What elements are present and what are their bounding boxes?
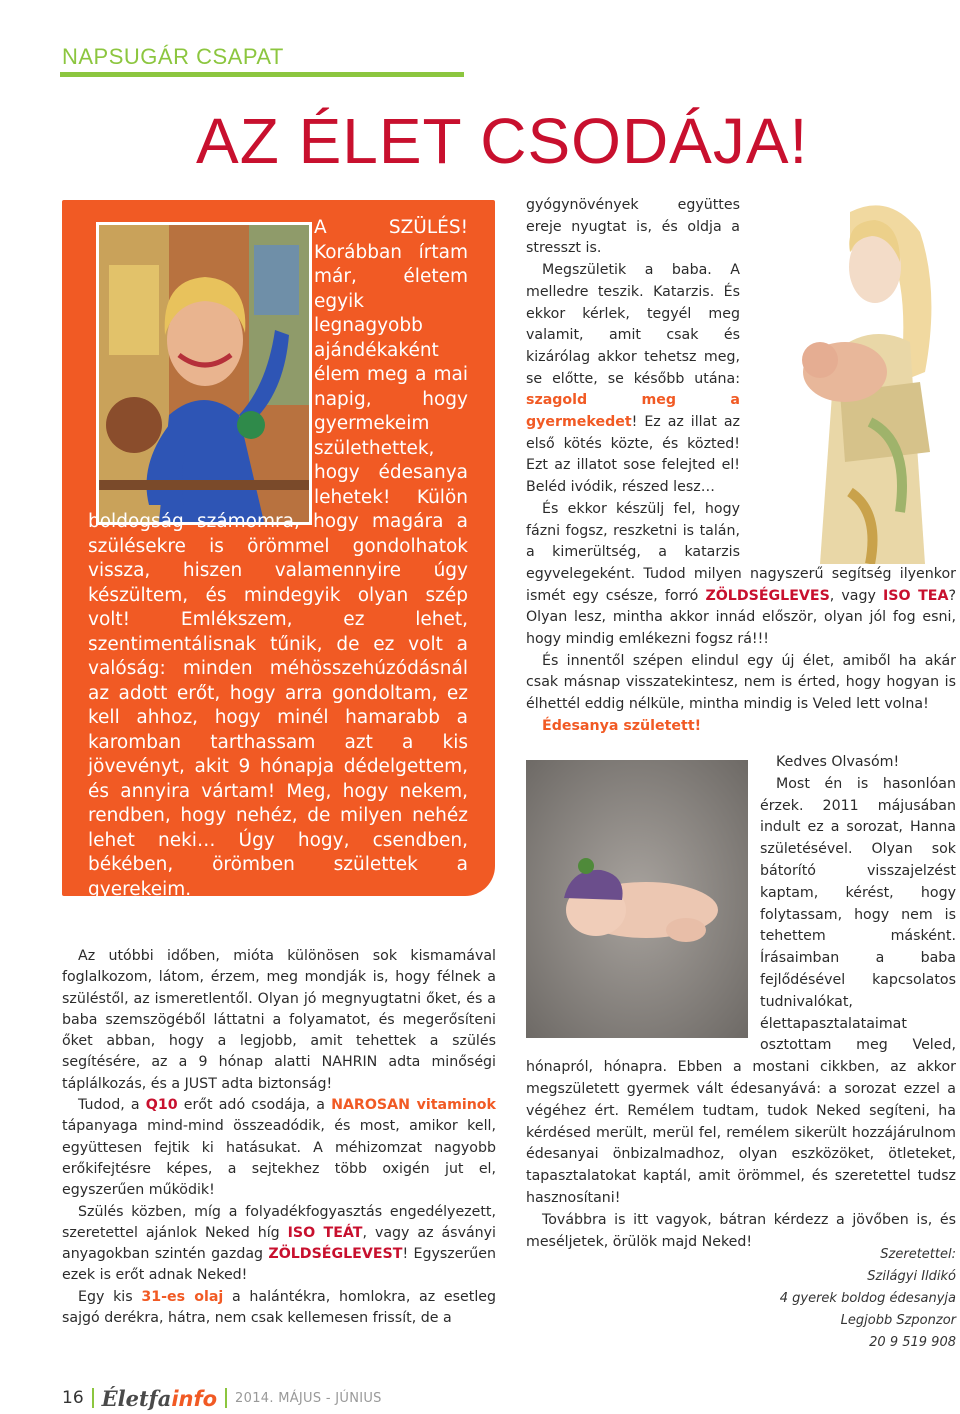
signature-line-1: Szeretettel:: [880, 1247, 956, 1262]
iso-tea-highlight-2: ISO TEA: [883, 587, 949, 604]
signature-line-4: Legjobb Szponzor: [840, 1313, 956, 1328]
zoldsegleves-highlight: ZÖLDSÉGLEVES: [705, 587, 830, 604]
signature-block: [780, 1244, 956, 1354]
letter-greeting: Kedves Olvasóm!: [776, 754, 900, 770]
right-column-letter: [526, 752, 956, 1253]
left-column: [62, 946, 496, 1329]
intro-text: [88, 216, 468, 902]
page-number: 16: [62, 1388, 84, 1408]
intro-paragraph: A SZÜLÉS! Korábban írtam már, életem egyik legnagyobb ajándékaként élem meg a mai napig, hogy gyermekeim születhettek, hogy édesanya lehetek! Külön boldogság számomra, hogy magára a szülésekre is örömmel gondolhatok vissza, hiszen valamennyire úgy készültem, és mindegyik olyan szép volt! Emlékszem, ez lehet, szentimentálisnak tűnik, de ez volt a valóság: minden méhösszehúzódásnál az adott erőt, hogy arra gondoltam, ez kell ahhoz, hogy minél hamarabb a karomban tarthassam azt a kis jövevényt, akit 9 hónapja dédelgettem, és annyira vártam! Meg, hogy nekem, rendben, hogy nehéz, de milyen nehéz lehet neki… Úgy hogy, csendben, békében, örömben születtek a gyerekeim.: [88, 217, 468, 900]
signature-name: Szilágyi Ildikó: [867, 1269, 956, 1284]
issue-date: 2014. MÁJUS - JÚNIUS: [235, 1390, 382, 1406]
right-paragraph-3: És ekkor készülj fel, hogy fázni fogsz, reszketni is talán, a kimerültség, a katarzis egyvelegeként. Tudod milyen nagyszerű segítség ilyenkor ismét egy csésze, forró ZÖLDSÉGLEVES, vagy ISO TEA? Olyan lesz, mintha akkor innád először, olyan jól fog esni, hogy mindig emlékezni fogsz rá!!!: [526, 500, 956, 648]
zoldseg-highlight: ZÖLDSÉGLEVEST: [268, 1246, 403, 1263]
left-paragraph-4: Egy kis 31-es olaj a halántékra, homlokra, az esetleg sajgó derékra, hátra, nem csak kellemesen frissít, de a: [62, 1288, 497, 1327]
q10-highlight: Q10: [145, 1097, 178, 1114]
olaj-highlight: 31-es olaj: [141, 1288, 224, 1305]
page-footer: [62, 1386, 382, 1410]
narosan-highlight: NAROSAN vitaminok: [331, 1097, 496, 1114]
footer-divider: [92, 1388, 94, 1408]
section-label: NAPSUGÁR CSAPAT: [62, 44, 284, 69]
right-paragraph-5: Édesanya született!: [542, 717, 702, 734]
magazine-logo: Életfainfo: [101, 1385, 218, 1411]
right-paragraph-1: gyógynövények együttes ereje nyugtat is, és oldja a stresszt is.: [526, 197, 740, 257]
iso-tea-highlight: ISO TEÁT: [287, 1224, 363, 1241]
letter-paragraph-1: Most én is hasonlóan érzek. 2011 májusában indult ez a sorozat, Hanna születésével. Olyan sok bátorító visszajelzést kaptam, kérést, hogy folytassam, hogy nem is tehettem másként. Írásaimban a baba fejlődésével kapcsolatos tudnivalókat, élettapasztalataimat osztottam meg Veled, hónapról, hónapra. Ebben a mostani cikkben, az akkor megszületett gyermek vált édesanyává: a sorozat ezzel a végéhez ért. Remélem tudtam, tudok Neked segíteni, ha kérdésed merült, merül fel, remélem sikerült hozzájárulnom édesanyai önbizalmadhoz, olyan eszközöket, ötleteket, tapasztalatokat kaptál, amit örömmel, és szeretettel tudsz hasznosítani!: [526, 775, 956, 1206]
left-paragraph-2: Tudod, a Q10 erőt adó csodája, a NAROSAN vitaminok tápanyaga mind-mind összeadódik, és most, amikor kell, együttesen fejtik ki hatásukat. A méhizomzat nagyobb erőkifejtésre képes, a sejtekhez több oxigén jut el, egyszerűen működik!: [62, 1097, 496, 1199]
left-paragraph-3: Szülés közben, míg a folyadékfogyasztás engedélyezett, szeretettel ajánlok Neked híg ISO TEÁT, vagy az ásványi anyagokban szintén gazdag ZÖLDSÉGLEVEST! Egyszerűen ezek is erőt adnak Neked!: [62, 1203, 496, 1284]
section-rule: [60, 72, 464, 77]
footer-divider-2: [225, 1388, 227, 1408]
right-paragraph-2: Megszületik a baba. A melledre teszik. Katarzis. És ekkor kérlek, tegyél meg valamit, amit csak és kizárólag akkor tehetsz meg, se előtte, se később utána: szagold meg a gyermekedet! Ez az illat az első kötés közte, és közted! Ezt az illatot sose felejted el! Beléd ivódik, részed lesz…: [526, 262, 740, 496]
signature-phone: 20 9 519 908: [869, 1335, 956, 1350]
szagold-highlight: szagold meg a gyermekedet: [526, 392, 740, 431]
letter-paragraph-2: Továbbra is itt vagyok, bátran kérdezz a jövőben is, és meséljetek, örülök majd Neked!: [526, 1211, 956, 1250]
right-column: [526, 195, 956, 738]
article-title: AZ ÉLET CSODÁJA!: [196, 105, 809, 177]
left-paragraph-1: Az utóbbi időben, mióta különösen sok kismamával foglalkozom, látom, érzem, meg mondják is, hogy félnek a szüléstől, az ismeretlentől. Olyan jó megnyugtatni őket, és a baba szemszögéből láttatni a folyamatot, és megerősíteni őket abban, hogy a legjobb, amit tehettek a szülés segítésére, az a 9 hónap alatti NAHRIN adta minőségi táplálkozás, és a JUST adta biztonság!: [62, 948, 496, 1092]
signature-line-3: 4 gyerek boldog édesanyja: [779, 1291, 956, 1306]
right-paragraph-4: És innentől szépen elindul egy új élet, amiből ha akár csak másnap visszatekintesz, nem is érted, hogy hogyan is élhettél eddig nélküle, mintha mindig is Veled lett volna!: [526, 652, 956, 713]
